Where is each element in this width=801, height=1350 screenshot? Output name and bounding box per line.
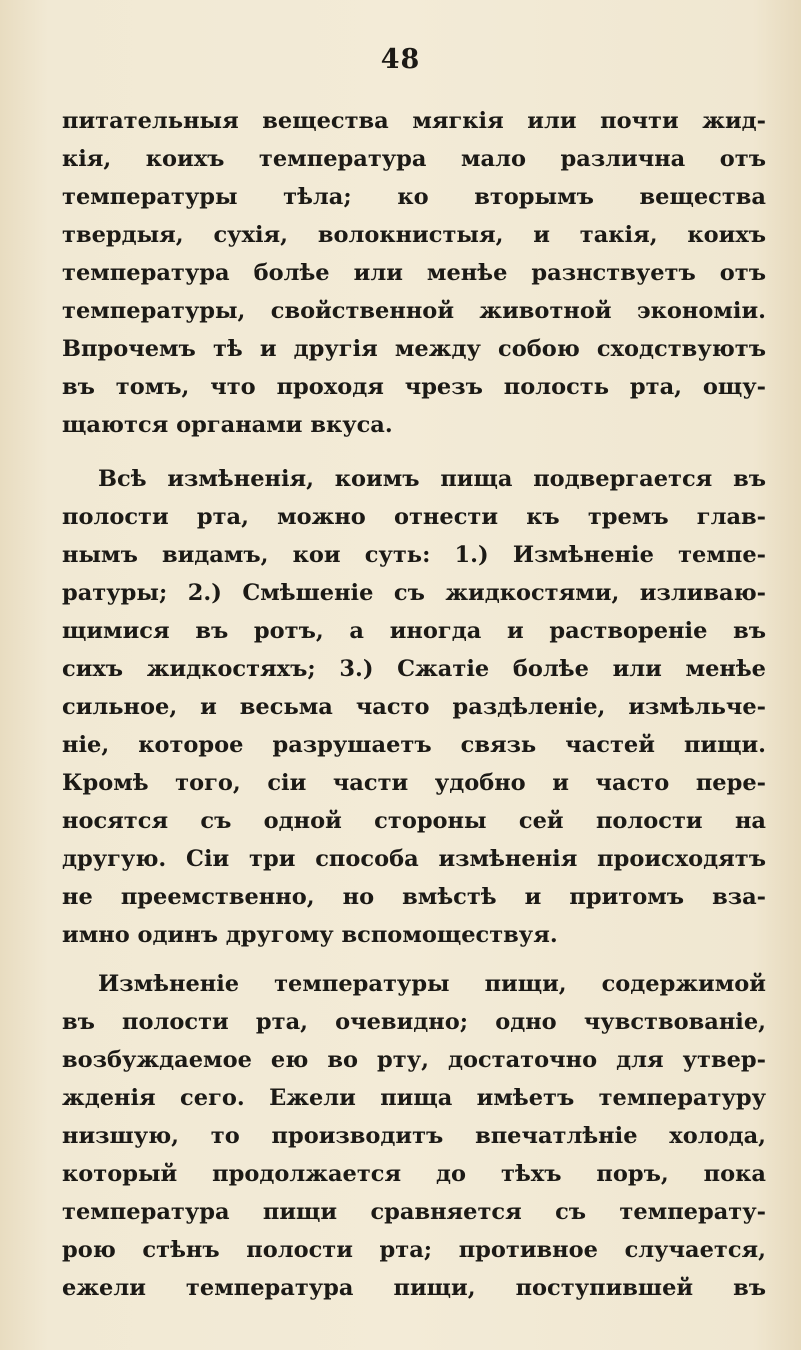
text-line: рою стѣнъ полости рта; противное случается, xyxy=(62,1237,766,1263)
text-line: щимися въ ротъ, а иногда и раствореніе въ xyxy=(62,618,766,644)
text-line: ніе, которое разрушаетъ связь частей пищи. xyxy=(62,732,766,758)
text-line: нымъ видамъ, кои суть: 1.) Измѣненіе темпе- xyxy=(62,542,766,568)
page-number: 48 xyxy=(380,44,421,75)
text-line: который продолжается до тѣхъ поръ, пока xyxy=(62,1161,766,1187)
text-line: низшую, то производитъ впечатлѣніе холода, xyxy=(62,1123,766,1149)
text-line: въ томъ, что проходя чрезъ полость рта, ощу- xyxy=(62,374,766,400)
text-line: температуры, свойственной животной экономіи. xyxy=(62,298,766,324)
text-line: питательныя вещества мягкія или почти жид- xyxy=(62,108,766,134)
text-line: другую. Сіи три способа измѣненія происходятъ xyxy=(62,846,766,872)
text-line: сильное, и весьма часто раздѣленіе, измѣльче- xyxy=(62,694,766,720)
text-line: жденія сего. Ежели пища имѣетъ температуру xyxy=(62,1085,766,1111)
text-line: носятся съ одной стороны сей полости на xyxy=(62,808,766,834)
text-line: температура пищи сравняется съ температу- xyxy=(62,1199,766,1225)
text-line: температура болѣе или менѣе разнствуетъ отъ xyxy=(62,260,766,286)
text-line: щаются органами вкуса. xyxy=(62,412,393,438)
text-line: твердыя, сухія, волокнистыя, и такія, коихъ xyxy=(62,222,766,248)
text-line: не преемственно, но вмѣстѣ и притомъ вза- xyxy=(62,884,766,910)
text-line: возбуждаемое ею во рту, достаточно для утвер- xyxy=(62,1047,766,1073)
text-line: ратуры; 2.) Смѣшеніе съ жидкостями, изливаю- xyxy=(62,580,766,606)
text-line: Всѣ измѣненія, коимъ пища подвергается въ xyxy=(98,466,766,492)
text-line: сихъ жидкостяхъ; 3.) Сжатіе болѣе или менѣе xyxy=(62,656,766,682)
text-line: ежели температура пищи, поступившей въ xyxy=(62,1275,766,1301)
text-line: кія, коихъ температура мало различна отъ xyxy=(62,146,766,172)
paragraph-1 xyxy=(62,102,766,444)
text-line: полости рта, можно отнести къ тремъ глав- xyxy=(62,504,766,530)
text-line: Кромѣ того, сіи части удобно и часто пере- xyxy=(62,770,766,796)
text-line: Впрочемъ тѣ и другія между собою сходствуютъ xyxy=(62,336,766,362)
text-line: температуры тѣла; ко вторымъ вещества xyxy=(62,184,766,210)
text-line: въ полости рта, очевидно; одно чувствованіе, xyxy=(62,1009,766,1035)
text-line: Измѣненіе температуры пищи, содержимой xyxy=(98,971,766,997)
paragraph-2 xyxy=(62,460,766,954)
paragraph-3 xyxy=(62,965,766,1307)
text-line: имно одинъ другому вспомоществуя. xyxy=(62,922,558,948)
